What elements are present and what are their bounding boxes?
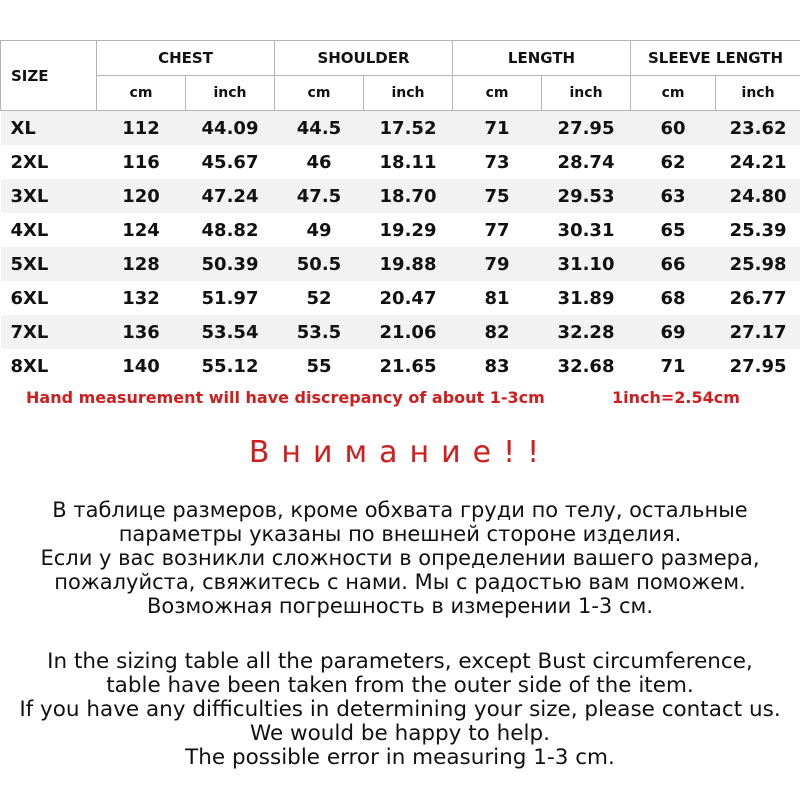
measurement-cell: 46: [275, 145, 364, 179]
measurement-cell: 19.88: [364, 247, 453, 281]
measurement-cell: 23.62: [716, 111, 800, 146]
russian-line: Возможная погрешность в измерении 1-3 см.: [146, 594, 654, 618]
measurement-cell: 31.89: [542, 281, 631, 315]
measurement-cell: 31.10: [542, 247, 631, 281]
measurement-cell: 75: [453, 179, 542, 213]
measurement-cell: 27.95: [716, 349, 800, 383]
measurement-cell: 47.24: [186, 179, 275, 213]
measurement-cell: 27.95: [542, 111, 631, 146]
measurement-cell: 24.80: [716, 179, 800, 213]
russian-line: Если у вас возникли сложности в определении вашего размера,: [40, 546, 760, 570]
english-notice: [0, 650, 800, 770]
table-row: [1, 349, 800, 383]
measurement-cell: 132: [97, 281, 186, 315]
measurement-cell: 51.97: [186, 281, 275, 315]
size-label-cell: 4XL: [1, 213, 97, 247]
shoulder-header: SHOULDER: [275, 41, 453, 76]
measurement-cell: 55: [275, 349, 364, 383]
measurement-cell: 66: [631, 247, 716, 281]
measurement-cell: 32.28: [542, 315, 631, 349]
size-label-cell: XL: [1, 111, 97, 146]
measurement-cell: 55.12: [186, 349, 275, 383]
measurement-cell: 18.11: [364, 145, 453, 179]
measurement-cell: 120: [97, 179, 186, 213]
measurement-cell: 50.5: [275, 247, 364, 281]
size-label-cell: 7XL: [1, 315, 97, 349]
inch-conversion-note: 1inch=2.54cm: [612, 388, 740, 407]
table-body: [1, 111, 800, 384]
table-row: [1, 315, 800, 349]
english-line: The possible error in measuring 1-3 cm.: [185, 745, 615, 770]
english-line: table have been taken from the outer side of the item.: [106, 673, 694, 698]
measurement-cell: 21.65: [364, 349, 453, 383]
measurement-cell: 32.68: [542, 349, 631, 383]
chest-header: CHEST: [97, 41, 275, 76]
attention-heading: Внимание!!: [248, 435, 552, 470]
measurement-cell: 52: [275, 281, 364, 315]
size-label-cell: 8XL: [1, 349, 97, 383]
unit-header: cm: [631, 76, 716, 111]
size-chart-table: [0, 40, 800, 383]
measurement-cell: 140: [97, 349, 186, 383]
measurement-cell: 49: [275, 213, 364, 247]
measurement-cell: 27.17: [716, 315, 800, 349]
measurement-cell: 65: [631, 213, 716, 247]
measurement-cell: 47.5: [275, 179, 364, 213]
measurement-cell: 50.39: [186, 247, 275, 281]
discrepancy-note: Hand measurement will have discrepancy of about 1-3cm: [26, 388, 545, 407]
measurement-cell: 136: [97, 315, 186, 349]
measurement-cell: 124: [97, 213, 186, 247]
russian-notice: [0, 498, 800, 618]
measurement-cell: 63: [631, 179, 716, 213]
size-column-header: SIZE: [1, 41, 97, 111]
table-row: [1, 179, 800, 213]
measurement-cell: 19.29: [364, 213, 453, 247]
measurement-cell: 44.09: [186, 111, 275, 146]
measurement-cell: 29.53: [542, 179, 631, 213]
russian-line: В таблице размеров, кроме обхвата груди по телу, остальные: [52, 498, 748, 522]
size-label-cell: 3XL: [1, 179, 97, 213]
size-label-cell: 6XL: [1, 281, 97, 315]
unit-header: inch: [716, 76, 800, 111]
measurement-cell: 17.52: [364, 111, 453, 146]
length-header: LENGTH: [453, 41, 631, 76]
measurement-cell: 83: [453, 349, 542, 383]
table-row: [1, 111, 800, 146]
measurement-cell: 25.98: [716, 247, 800, 281]
table-header: [1, 41, 800, 111]
table-row: [1, 281, 800, 315]
unit-header: inch: [364, 76, 453, 111]
measurement-cell: 79: [453, 247, 542, 281]
unit-header: inch: [542, 76, 631, 111]
measurement-cell: 45.67: [186, 145, 275, 179]
measurement-cell: 28.74: [542, 145, 631, 179]
measurement-cell: 60: [631, 111, 716, 146]
measurement-note: [0, 388, 800, 414]
measurement-cell: 24.21: [716, 145, 800, 179]
table-row: [1, 213, 800, 247]
measurement-cell: 71: [631, 349, 716, 383]
measurement-cell: 62: [631, 145, 716, 179]
measurement-cell: 128: [97, 247, 186, 281]
russian-line: пожалуйста, свяжитесь с нами. Мы с радостью вам поможем.: [54, 570, 746, 594]
measurement-cell: 53.54: [186, 315, 275, 349]
measurement-cell: 81: [453, 281, 542, 315]
measurement-cell: 26.77: [716, 281, 800, 315]
unit-header: cm: [97, 76, 186, 111]
measurement-cell: 73: [453, 145, 542, 179]
table-row: [1, 145, 800, 179]
measurement-cell: 112: [97, 111, 186, 146]
english-line: We would be happy to help.: [250, 721, 550, 746]
measurement-cell: 53.5: [275, 315, 364, 349]
measurement-cell: 116: [97, 145, 186, 179]
english-line: In the sizing table all the parameters, except Bust circumference,: [47, 649, 753, 674]
unit-header: cm: [453, 76, 542, 111]
table-row: [1, 247, 800, 281]
measurement-cell: 82: [453, 315, 542, 349]
measurement-cell: 77: [453, 213, 542, 247]
measurement-cell: 30.31: [542, 213, 631, 247]
unit-header: cm: [275, 76, 364, 111]
english-line: If you have any difficulties in determining your size, please contact us.: [19, 697, 781, 722]
measurement-cell: 71: [453, 111, 542, 146]
measurement-cell: 69: [631, 315, 716, 349]
measurement-cell: 25.39: [716, 213, 800, 247]
measurement-cell: 44.5: [275, 111, 364, 146]
measurement-cell: 21.06: [364, 315, 453, 349]
sleeve-length-header: SLEEVE LENGTH: [631, 41, 800, 76]
measurement-cell: 20.47: [364, 281, 453, 315]
measurement-cell: 48.82: [186, 213, 275, 247]
size-label-cell: 2XL: [1, 145, 97, 179]
size-label-cell: 5XL: [1, 247, 97, 281]
russian-line: параметры указаны по внешней стороне изделия.: [118, 522, 682, 546]
unit-header: inch: [186, 76, 275, 111]
measurement-cell: 18.70: [364, 179, 453, 213]
measurement-cell: 68: [631, 281, 716, 315]
